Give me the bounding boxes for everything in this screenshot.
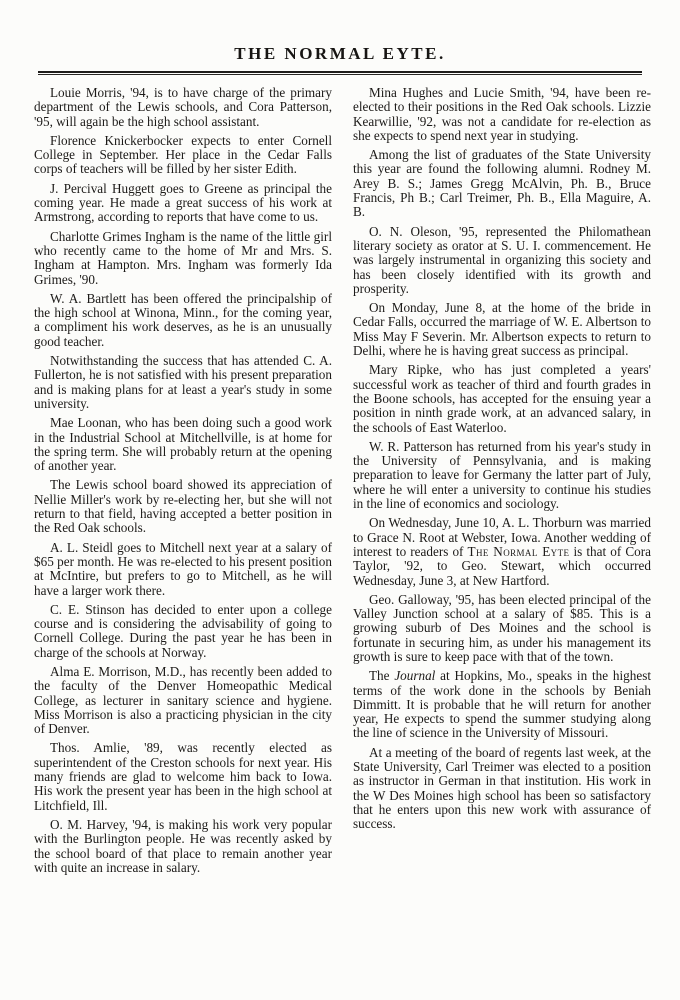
right-column <box>353 86 651 880</box>
news-item: C. E. Stinson has decided to enter upon a college course and is considering the advisability of going to Cornell College. During the past year he has been in charge of the schools at Norway. <box>34 601 332 660</box>
news-item: A. L. Steidl goes to Mitchell next year at a salary of $65 per month. He was re-elected to his present position at McIntire, but prefers to go to Mitchell, as he will have a larger work there. <box>34 539 332 598</box>
news-item: O. M. Harvey, '94, is making his work very popular with the Burlington people. He was recently asked by the school board of that place to remain another year with quite an increase in salary. <box>34 816 332 875</box>
news-item: At a meeting of the board of regents last week, at the State University, Carl Treimer was elected to a position as instructor in German in that institution. His work in the W Des Moines high school has been so satisfactory that he enters upon this new work with assurance of success. <box>353 744 651 832</box>
news-item: Alma E. Morrison, M.D., has recently been added to the faculty of the Denver Homeopathic Medical College, as lecturer in sanitary science and hygiene. Miss Morrison is also a practicing physician in the city of Denver. <box>34 663 332 737</box>
news-item: Thos. Amlie, '89, was recently elected as superintendent of the Creston schools for next year. His many friends are glad to welcome him back to Iowa. His work the present year has been in the high school at Litchfield, Ill. <box>34 740 332 813</box>
news-item: Mary Ripke, who has just completed a years' successful work as teacher of third and fourth grades in the Boone schools, has accepted for the ensuing year a position in ninth grade work, at an advanced salary, in the schools of East Waterloo. <box>353 362 651 435</box>
news-item: J. Percival Huggett goes to Greene as principal the coming year. He made a great success of his work at Armstrong, according to reports that have come to us. <box>34 180 332 225</box>
news-item: Louie Morris, '94, is to have charge of the primary department of the Lewis schools, and Cora Patterson, '95, will again be the high school assistant. <box>34 85 332 129</box>
news-item: Among the list of graduates of the State University this year are found the following alumni. Rodney M. Arey B. S.; James Gregg McAlvin, Ph. B., Bruce Francis, Ph B.; Carl Treimer, Ph. B., Ella Maguire, A. B. <box>353 147 651 220</box>
news-item: On Wednesday, June 10, A. L. Thorburn was married to Grace N. Root at Webster, Iowa. Another wedding of interest to readers of The Normal Eyte is that of Cora Taylor, '92, to Geo. Stewart, which occurred Wednesday, June 3, at New Hartford. <box>353 515 651 588</box>
news-item: O. N. Oleson, '95, represented the Philomathean literary society as orator at S. U. I. commencement. He was largely instrumental in organizing this society and has been closely identified with its growth and prosperity. <box>353 223 651 296</box>
column-container <box>0 75 680 880</box>
news-item: The Lewis school board showed its appreciation of Nellie Miller's work by re-electing her, but she will not return to that field, having accepted a better position in the Red Oak schools. <box>34 477 332 536</box>
news-item: W. A. Bartlett has been offered the principalship of the high school at Winona, Minn., for the coming year, a compliment his work deserves, as he is an unusually good teacher. <box>34 290 332 349</box>
news-item: Florence Knickerbocker expects to enter Cornell College in September. Her place in the Cedar Falls corps of teachers will be filled by her sister Edith. <box>34 132 332 177</box>
masthead-title: THE NORMAL EYTE. <box>234 44 446 63</box>
news-item: Mae Loonan, who has been doing such a good work in the Industrial School at Mitchellville, is at home for the spring term. She will probably return at the opening of another year. <box>34 415 332 474</box>
news-item: Notwithstanding the success that has attended C. A. Fullerton, he is not satisfied with his present preparation and is making plans for at least a year's study in some university. <box>34 353 332 411</box>
news-item: On Monday, June 8, at the home of the bride in Cedar Falls, occurred the marriage of W. E. Albertson to Miss May F Severin. Mr. Albertson expects to return to Delhi, where he is having great success as principal. <box>353 300 651 359</box>
left-column <box>34 86 332 880</box>
news-item: Geo. Galloway, '95, has been elected principal of the Valley Junction school at a salary of $85. This is a growing suburb of Des Moines and the school is fortunate in securing him, as under his management its growth is sure to keep pace with that of the town. <box>353 591 651 664</box>
news-item: W. R. Patterson has returned from his year's study in the University of Pennsylvania, and is making preparation to leave for Germany the latter part of July, where he will enter a university to continue his studies in the line of economics and sociology. <box>353 438 651 512</box>
news-item: Charlotte Grimes Ingham is the name of the little girl who recently came to the home of Mr and Mrs. S. Ingham at Hampton. Mrs. Ingham was formerly Ida Grimes, '90. <box>34 228 332 287</box>
news-item: Mina Hughes and Lucie Smith, '94, have been re-elected to their positions in the Red Oak schools. Lizzie Kearwillie, '92, was not a candidate for re-election as she expects to spend next year in studying. <box>353 85 651 143</box>
news-item: The Journal at Hopkins, Mo., speaks in the highest terms of the work done in the schools by Beniah Dimmitt. It is probable that he will return for another year, He expects to spend the summer studying along the line of science in the University of Missouri. <box>353 668 651 741</box>
